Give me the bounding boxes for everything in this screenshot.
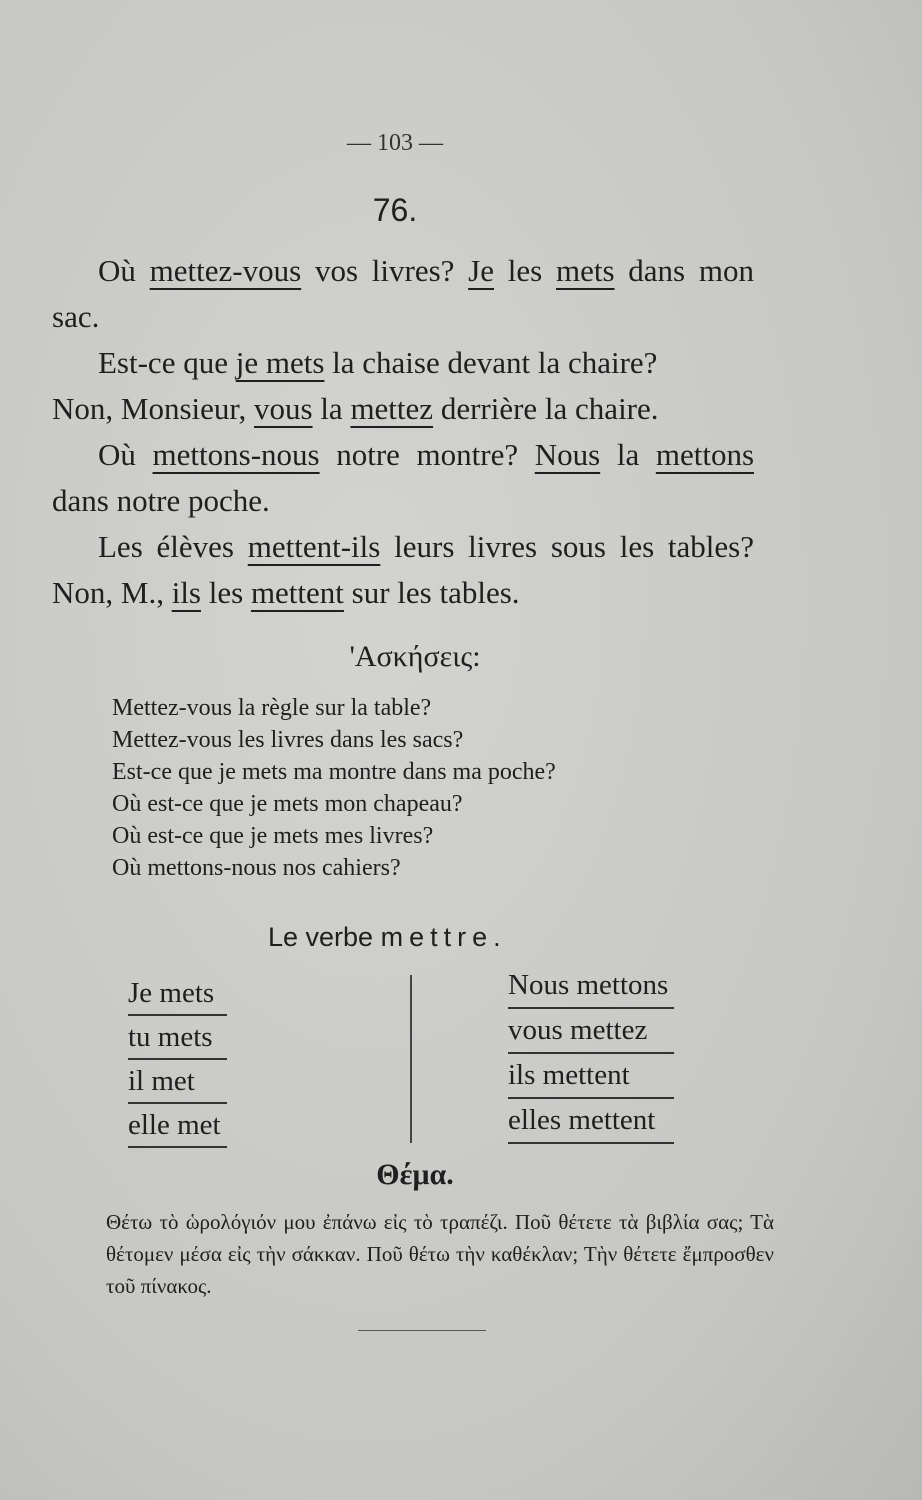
underlined-pronoun: vous (253, 391, 313, 426)
exercise-item: Où est-ce que je mets mon chapeau? (112, 791, 463, 817)
page-number: — 103 — (347, 130, 443, 156)
text-run: dans notre poche. (52, 483, 270, 518)
conjugation-form: elle met (128, 1104, 227, 1148)
underlined-verb: mets (555, 253, 615, 288)
conjugation-form: vous mettez (508, 1009, 674, 1054)
verb-heading (268, 922, 507, 953)
underlined-verb: mettent-ils (247, 529, 381, 564)
reading-paragraph-3 (52, 432, 754, 524)
conjugation-form: Nous mettons (508, 964, 674, 1009)
underlined-verb: mettons-nous (152, 437, 320, 472)
text-run: la (312, 391, 351, 426)
text-run: sur les tables. (343, 575, 520, 610)
reading-paragraph-1 (52, 248, 754, 340)
exercise-item: Mettez-vous la règle sur la table? (112, 695, 432, 721)
conjugation-form: Je mets (128, 972, 227, 1016)
reading-text (52, 248, 754, 616)
underlined-verb: mettez (350, 391, 434, 426)
text-run: Où (98, 253, 150, 288)
underlined-verb: mettez-vous (149, 253, 302, 288)
conjugation-plural (508, 964, 674, 1144)
conjugation-form: il met (128, 1060, 227, 1104)
text-run: derrière la chaire. (433, 391, 659, 426)
text-run: les (201, 575, 251, 610)
underlined-pronoun: ils (171, 575, 201, 610)
text-run: les (494, 253, 556, 288)
conjugation-form: ils mettent (508, 1054, 674, 1099)
text-run: la chaise devant la chaire? (324, 345, 658, 380)
text-run: la (600, 437, 656, 472)
exercises-heading: 'Ασκήσεις: (349, 640, 481, 673)
end-rule (358, 1330, 486, 1331)
text-run: Où (98, 437, 153, 472)
exercise-item: Mettez-vous les livres dans les sacs? (112, 727, 464, 753)
verb-heading-prefix: Le verbe (268, 922, 374, 952)
conjugation-form: elles mettent (508, 1099, 674, 1144)
text-run: vos livres? (301, 253, 469, 288)
exercises-list (112, 692, 732, 884)
exercise-item: Est-ce que je mets ma montre dans ma poche? (112, 759, 556, 785)
conjugation-singular (128, 972, 227, 1148)
reading-paragraph-2b (52, 386, 754, 432)
text-run: notre montre? (319, 437, 535, 472)
conjugation-form: tu mets (128, 1016, 227, 1060)
underlined-verb: je mets (235, 345, 325, 380)
text-run: leurs livres sous les tables? Non, M., (52, 529, 754, 610)
exercise-item: Où mettons-nous nos cahiers? (112, 855, 401, 881)
underlined-verb: mettent (250, 575, 344, 610)
underlined-verb: mettons (655, 437, 755, 472)
theme-text: Θέτω τὸ ὡρολόγιόν μου ἐπάνω εἰς τὸ τραπέζι. Ποῦ θέτετε τὰ βιβλία σας; Τὰ θέτομεν μέσα εἰς τὴν σάκκαν. Ποῦ θέτω τὴν καθέκλαν; Τὴν θέτετε ἔμπροσθεν τοῦ πίνακος. (106, 1210, 774, 1298)
underlined-pronoun: Nous (534, 437, 601, 472)
text-run: Les élèves (98, 529, 248, 564)
exercise-item: Où est-ce que je mets mes livres? (112, 823, 434, 849)
reading-paragraph-2 (52, 340, 754, 386)
text-run: Est-ce que (98, 345, 236, 380)
lesson-number: 76. (372, 192, 418, 228)
text-run: Non, Monsieur, (52, 391, 254, 426)
text-run: dans mon sac. (52, 253, 754, 334)
underlined-pronoun: Je (468, 253, 494, 288)
theme-heading: Θέμα. (376, 1158, 454, 1191)
verb-heading-verb: mettre. (380, 922, 507, 952)
reading-paragraph-4 (52, 524, 754, 616)
conjugation-divider (410, 975, 412, 1143)
